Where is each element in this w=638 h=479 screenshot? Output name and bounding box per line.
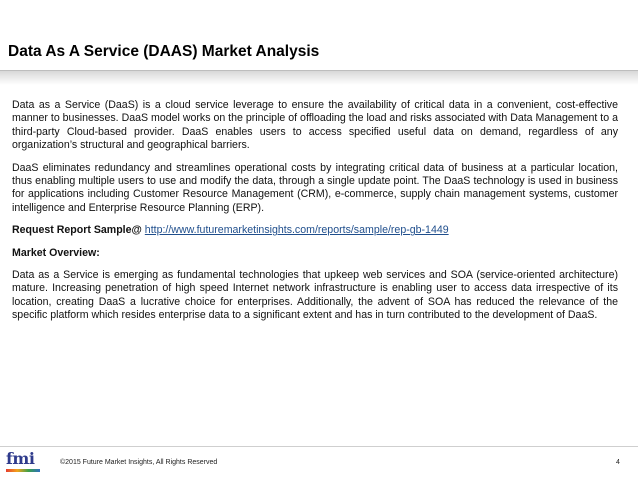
- market-overview-heading: Market Overview:: [12, 246, 100, 259]
- paragraph-intro: Data as a Service (DaaS) is a cloud service leverage to ensure the availability of critical data in a convenient, cost-effective manner to businesses. DaaS model works on the principle of offloading the load and risks associated with Data Management to a third-party Cloud-based provider. DaaS enables users to access specified useful data on demand, regardless of any organization’s structural and geographical barriers.: [12, 99, 618, 152]
- body-content: [12, 99, 618, 332]
- page-title: Data As A Service (DAAS) Market Analysis: [8, 43, 320, 60]
- logo-color-bar: [6, 469, 40, 472]
- title-divider: [0, 70, 638, 85]
- logo-text: fmi: [6, 449, 35, 468]
- page-number: 4: [616, 459, 620, 466]
- footer-divider: [0, 446, 638, 447]
- fmi-logo: [6, 451, 42, 475]
- copyright-text: ©2015 Future Market Insights, All Rights Reserved: [60, 459, 218, 466]
- request-sample-label: Request Report Sample@: [12, 224, 142, 237]
- paragraph-overview: Data as a Service is emerging as fundamental technologies that upkeep web services and SOA (service-oriented architecture) mature. Increasing penetration of high speed Internet network infrastructure is enabling user to access data irrespective of its location, creating DaaS a lucrative choice for enterprises. Additionally, the advent of SOA has reduced the relevance of the specific platform which resides enterprise data to a significant extent and has in turn contributed to the development of DaaS.: [12, 269, 618, 322]
- request-sample-link[interactable]: http://www.futuremarketinsights.com/reports/sample/rep-gb-1449: [144, 224, 449, 237]
- request-sample-line: [12, 224, 618, 237]
- paragraph-benefits: DaaS eliminates redundancy and streamlines operational costs by integrating critical data of business at a particular location, thus enabling multiple users to use and modify the data, through a single update point. The DaaS technology is used in business for applications including Customer Resource Management (CRM), e-commerce, supply chain management systems, customer intelligence and Enterprise Resource Planning (ERP).: [12, 161, 618, 214]
